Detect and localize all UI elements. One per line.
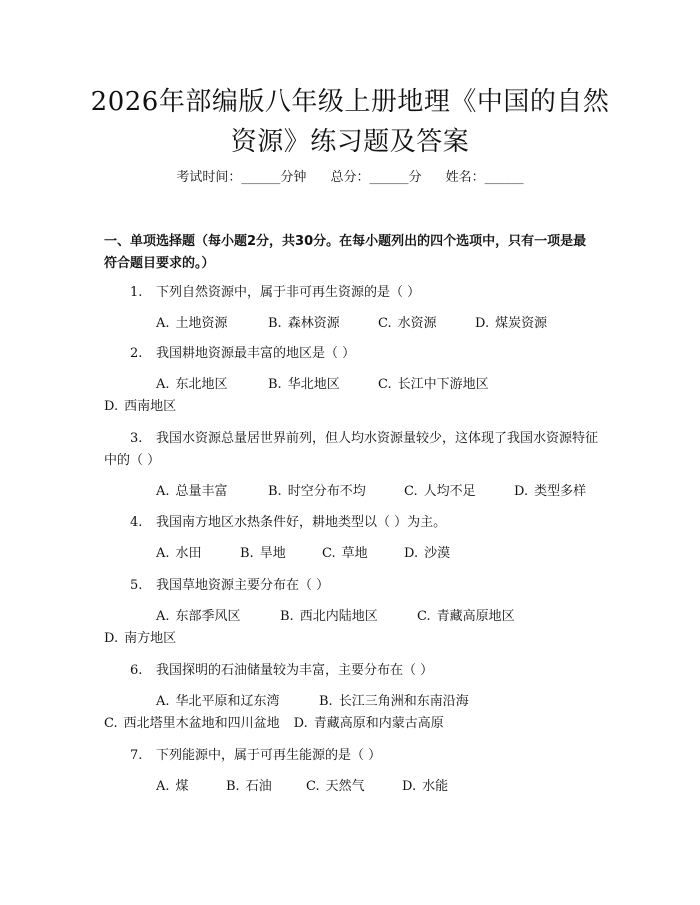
question-7 [104,745,599,767]
option-a: A. 东北地区 [156,377,228,392]
option-c: C. 天然气 [306,779,365,794]
question-2 [104,343,599,365]
options-7 [104,776,599,798]
option-d: D. 煤炭资源 [475,316,548,331]
question-number: 7. [130,748,143,763]
option-d: D. 水能 [402,779,449,794]
question-number: 2. [130,346,143,361]
option-a: A. 煤 [156,779,189,794]
option-c: C. 草地 [322,546,368,561]
question-3 [104,428,599,472]
options-1 [104,313,599,335]
option-c: C. 长江中下游地区 [378,377,489,392]
option-a: A. 东部季风区 [156,609,241,624]
options-3 [104,481,599,503]
question-number: 5. [130,578,143,593]
options-5 [104,606,599,650]
question-text: 我国草地资源主要分布在（ ） [156,578,330,593]
exam-time: 考试时间：______分钟 [176,170,307,185]
question-1 [104,282,599,304]
question-4 [104,512,599,534]
option-c: C. 人均不足 [404,484,476,499]
option-b: B. 旱地 [240,546,286,561]
question-number: 1. [130,285,143,300]
question-number: 6. [130,663,143,678]
option-d: D. 西南地区 [104,399,177,414]
options-4 [104,543,599,565]
option-c: C. 青藏高原地区 [417,609,515,624]
option-a: A. 水田 [156,546,202,561]
option-b: B. 长江三角洲和东南沿海 [319,694,469,709]
exam-info [0,168,700,188]
title-line-2: 资源》练习题及答案 [230,127,470,157]
question-number: 4. [130,515,143,530]
section-heading: 一、单项选择题（每小题2分，共30分。在每小题列出的四个选项中，只有一项是最符合题目要求的。） [104,234,587,271]
option-a: A. 土地资源 [156,316,228,331]
option-a: A. 华北平原和辽东湾 [156,694,280,709]
option-b: B. 西北内陆地区 [280,609,378,624]
exam-name: 姓名：______ [445,170,524,185]
option-b: B. 华北地区 [268,377,340,392]
question-number: 3. [130,431,143,446]
option-d: D. 沙漠 [404,546,451,561]
option-d: D. 类型多样 [514,484,587,499]
options-6 [104,691,599,735]
question-text: 下列能源中，属于可再生能源的是（ ） [156,748,382,763]
question-text: 我国探明的石油储量较为丰富，主要分布在（ ） [156,663,434,678]
question-text: 我国耕地资源最丰富的地区是（ ） [156,346,356,361]
option-b: B. 时空分布不均 [268,484,366,499]
option-d: D. 青藏高原和内蒙古高原 [293,716,444,731]
question-5 [104,575,599,597]
question-text: 下列自然资源中，属于非可再生资源的是（ ） [156,285,421,300]
option-d: D. 南方地区 [104,631,177,646]
options-2 [104,374,599,418]
option-c: C. 水资源 [378,316,437,331]
question-6 [104,660,599,682]
exam-score: 总分：______分 [330,170,422,185]
option-a: A. 总量丰富 [156,484,228,499]
option-b: B. 石油 [226,779,272,794]
title-line-1: 2026年部编版八年级上册地理《中国的自然 [90,87,610,117]
document-title [70,82,630,162]
option-c: C. 西北塔里木盆地和四川盆地 [104,716,280,731]
option-b: B. 森林资源 [268,316,340,331]
question-text: 我国水资源总量居世界前列，但人均水资源量较少，这体现了我国水资源特征中的（ ） [104,431,599,468]
question-text: 我国南方地区水热条件好，耕地类型以（ ）为主。 [156,515,447,530]
